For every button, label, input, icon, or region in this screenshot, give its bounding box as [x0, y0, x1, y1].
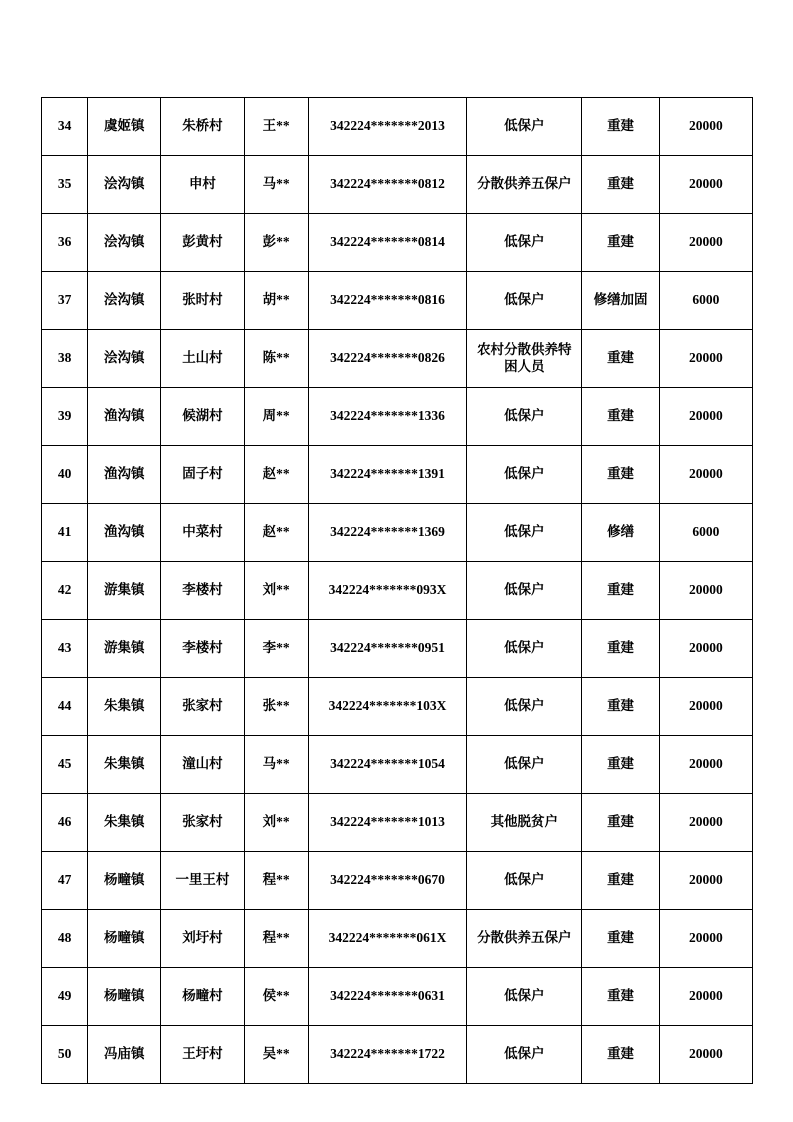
cell-id: 342224*******0951 [308, 620, 466, 678]
cell-town: 虞姬镇 [88, 98, 161, 156]
cell-village: 张家村 [161, 678, 244, 736]
cell-type: 低保户 [467, 98, 582, 156]
cell-type: 分散供养五保户 [467, 910, 582, 968]
cell-type: 低保户 [467, 504, 582, 562]
cell-work: 重建 [582, 620, 659, 678]
cell-type: 低保户 [467, 678, 582, 736]
cell-seq: 40 [42, 446, 88, 504]
cell-seq: 43 [42, 620, 88, 678]
cell-town: 朱集镇 [88, 736, 161, 794]
table-container [41, 97, 753, 1084]
table-body [42, 98, 753, 1084]
cell-name: 吴** [244, 1026, 308, 1084]
cell-id: 342224*******0826 [308, 330, 466, 388]
cell-amount: 20000 [659, 156, 752, 214]
cell-town: 渔沟镇 [88, 504, 161, 562]
cell-village: 申村 [161, 156, 244, 214]
cell-seq: 45 [42, 736, 88, 794]
cell-name: 胡** [244, 272, 308, 330]
cell-amount: 20000 [659, 852, 752, 910]
cell-work: 重建 [582, 446, 659, 504]
cell-id: 342224*******1054 [308, 736, 466, 794]
cell-id: 342224*******0631 [308, 968, 466, 1026]
cell-seq: 41 [42, 504, 88, 562]
cell-town: 渔沟镇 [88, 388, 161, 446]
cell-village: 刘圩村 [161, 910, 244, 968]
cell-work: 修缮 [582, 504, 659, 562]
cell-village: 土山村 [161, 330, 244, 388]
table-row [42, 910, 753, 968]
cell-town: 渔沟镇 [88, 446, 161, 504]
table-row [42, 968, 753, 1026]
cell-village: 潼山村 [161, 736, 244, 794]
cell-id: 342224*******1391 [308, 446, 466, 504]
cell-work: 重建 [582, 910, 659, 968]
table-row [42, 446, 753, 504]
cell-town: 浍沟镇 [88, 272, 161, 330]
table-row [42, 330, 753, 388]
cell-amount: 6000 [659, 504, 752, 562]
cell-village: 一里王村 [161, 852, 244, 910]
cell-town: 朱集镇 [88, 678, 161, 736]
cell-name: 马** [244, 156, 308, 214]
cell-seq: 35 [42, 156, 88, 214]
cell-work: 重建 [582, 794, 659, 852]
cell-work: 重建 [582, 156, 659, 214]
table-row [42, 852, 753, 910]
cell-village: 王圩村 [161, 1026, 244, 1084]
cell-id: 342224*******1013 [308, 794, 466, 852]
cell-work: 重建 [582, 562, 659, 620]
cell-work: 重建 [582, 388, 659, 446]
table-row [42, 620, 753, 678]
cell-town: 杨疃镇 [88, 852, 161, 910]
cell-seq: 36 [42, 214, 88, 272]
cell-town: 浍沟镇 [88, 156, 161, 214]
table-row [42, 214, 753, 272]
cell-id: 342224*******1722 [308, 1026, 466, 1084]
cell-type-line2: 困人员 [504, 358, 545, 374]
cell-id: 342224*******0816 [308, 272, 466, 330]
cell-type: 其他脱贫户 [467, 794, 582, 852]
cell-id: 342224*******2013 [308, 98, 466, 156]
cell-town: 朱集镇 [88, 794, 161, 852]
table-row [42, 388, 753, 446]
cell-id: 342224*******0812 [308, 156, 466, 214]
cell-name: 刘** [244, 794, 308, 852]
cell-seq: 47 [42, 852, 88, 910]
cell-name: 周** [244, 388, 308, 446]
cell-amount: 20000 [659, 794, 752, 852]
cell-name: 赵** [244, 504, 308, 562]
table-row [42, 504, 753, 562]
cell-seq: 42 [42, 562, 88, 620]
cell-amount: 20000 [659, 98, 752, 156]
cell-amount: 20000 [659, 910, 752, 968]
cell-village: 彭黄村 [161, 214, 244, 272]
cell-type [467, 330, 582, 388]
cell-village: 中菜村 [161, 504, 244, 562]
table-row [42, 794, 753, 852]
cell-type: 低保户 [467, 620, 582, 678]
table-row [42, 678, 753, 736]
cell-id: 342224*******1369 [308, 504, 466, 562]
cell-village: 李楼村 [161, 562, 244, 620]
cell-type: 低保户 [467, 852, 582, 910]
cell-amount: 20000 [659, 1026, 752, 1084]
cell-seq: 49 [42, 968, 88, 1026]
cell-type: 低保户 [467, 562, 582, 620]
cell-seq: 34 [42, 98, 88, 156]
cell-village: 杨疃村 [161, 968, 244, 1026]
cell-village: 候湖村 [161, 388, 244, 446]
cell-amount: 20000 [659, 620, 752, 678]
cell-amount: 6000 [659, 272, 752, 330]
cell-town: 冯庙镇 [88, 1026, 161, 1084]
cell-name: 程** [244, 910, 308, 968]
cell-amount: 20000 [659, 562, 752, 620]
cell-work: 重建 [582, 330, 659, 388]
cell-type: 低保户 [467, 736, 582, 794]
cell-amount: 20000 [659, 736, 752, 794]
cell-id: 342224*******093X [308, 562, 466, 620]
cell-type: 低保户 [467, 272, 582, 330]
cell-id: 342224*******103X [308, 678, 466, 736]
table-row [42, 156, 753, 214]
cell-amount: 20000 [659, 214, 752, 272]
cell-name: 彭** [244, 214, 308, 272]
cell-seq: 39 [42, 388, 88, 446]
cell-seq: 44 [42, 678, 88, 736]
cell-seq: 38 [42, 330, 88, 388]
cell-amount: 20000 [659, 446, 752, 504]
table-row [42, 1026, 753, 1084]
cell-id: 342224*******061X [308, 910, 466, 968]
cell-type: 低保户 [467, 388, 582, 446]
cell-seq: 37 [42, 272, 88, 330]
table-row [42, 98, 753, 156]
cell-id: 342224*******1336 [308, 388, 466, 446]
cell-id: 342224*******0814 [308, 214, 466, 272]
cell-amount: 20000 [659, 968, 752, 1026]
housing-subsidy-table [41, 97, 753, 1084]
cell-name: 李** [244, 620, 308, 678]
cell-name: 刘** [244, 562, 308, 620]
cell-type: 低保户 [467, 1026, 582, 1084]
cell-work: 重建 [582, 852, 659, 910]
cell-village: 张时村 [161, 272, 244, 330]
cell-village: 固子村 [161, 446, 244, 504]
cell-amount: 20000 [659, 330, 752, 388]
cell-type: 分散供养五保户 [467, 156, 582, 214]
table-row [42, 562, 753, 620]
cell-village: 张家村 [161, 794, 244, 852]
cell-town: 游集镇 [88, 562, 161, 620]
cell-name: 赵** [244, 446, 308, 504]
cell-seq: 46 [42, 794, 88, 852]
cell-work: 修缮加固 [582, 272, 659, 330]
cell-village: 朱桥村 [161, 98, 244, 156]
cell-name: 程** [244, 852, 308, 910]
cell-town: 浍沟镇 [88, 214, 161, 272]
cell-name: 陈** [244, 330, 308, 388]
cell-type: 低保户 [467, 446, 582, 504]
cell-name: 张** [244, 678, 308, 736]
table-row [42, 272, 753, 330]
cell-work: 重建 [582, 214, 659, 272]
cell-town: 游集镇 [88, 620, 161, 678]
cell-name: 侯** [244, 968, 308, 1026]
cell-type: 低保户 [467, 214, 582, 272]
cell-seq: 48 [42, 910, 88, 968]
table-row [42, 736, 753, 794]
cell-work: 重建 [582, 98, 659, 156]
cell-work: 重建 [582, 1026, 659, 1084]
cell-type-line1: 农村分散供养特 [477, 341, 572, 357]
cell-id: 342224*******0670 [308, 852, 466, 910]
cell-town: 杨疃镇 [88, 910, 161, 968]
cell-town: 杨疃镇 [88, 968, 161, 1026]
cell-work: 重建 [582, 678, 659, 736]
cell-town: 浍沟镇 [88, 330, 161, 388]
cell-name: 王** [244, 98, 308, 156]
cell-village: 李楼村 [161, 620, 244, 678]
cell-name: 马** [244, 736, 308, 794]
cell-amount: 20000 [659, 678, 752, 736]
cell-type: 低保户 [467, 968, 582, 1026]
cell-seq: 50 [42, 1026, 88, 1084]
cell-work: 重建 [582, 736, 659, 794]
cell-amount: 20000 [659, 388, 752, 446]
cell-work: 重建 [582, 968, 659, 1026]
